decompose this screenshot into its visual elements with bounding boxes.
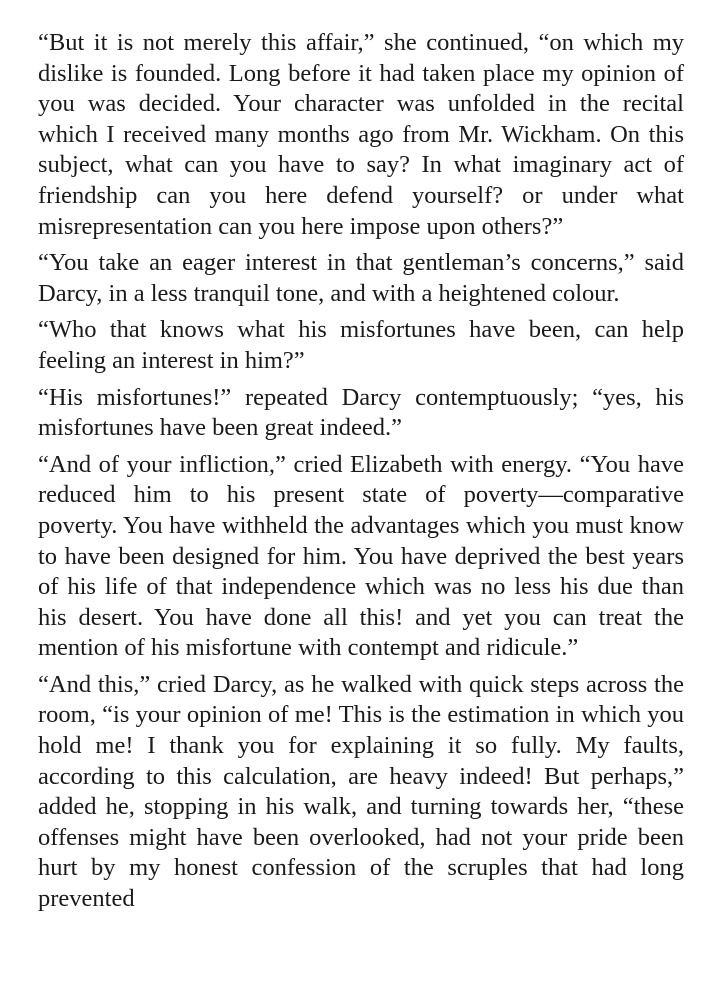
paragraph-5: “And of your infliction,” cried Elizabeth with energy. “You have reduced him to his present state of poverty—comparative poverty. You have withheld the advantages which you must know to have been designed for him. You have deprived the best years of his life of that independence which was no less his due than his desert. You have done all this! and yet you can treat the mention of his misfortune with contempt and ridicule.” [38,450,684,662]
paragraph-4: “His misfortunes!” repeated Darcy contemptuously; “yes, his misfortunes have been great indeed.” [38,383,684,442]
paragraph-1: “But it is not merely this affair,” she continued, “on which my dislike is founded. Long before it had taken place my opinion of you was decided. Your character was unfolded in the recital which I received many months ago from Mr. Wickham. On this subject, what can you have to say? In what imaginary act of friendship can you here defend yourself? or under what misrepresentation can you here impose upon others?” [38,29,684,240]
body-text [38,28,684,915]
paragraph-3: “Who that knows what his misfortunes have been, can help feeling an interest in him?” [38,316,684,374]
paragraph-2: “You take an eager interest in that gentleman’s concerns,” said Darcy, in a less tranquil tone, and with a heightened colour. [38,249,684,307]
paragraph-6: “And this,” cried Darcy, as he walked with quick steps across the room, “is your opinion of me! This is the estimation in which you hold me! I thank you for explaining it so fully. My faults, according to this calculation, are heavy indeed! But perhaps,” added he, stopping in his walk, and turning towards her, “these offenses might have been overlooked, had not your pride been hurt by my honest confession of the scruples that had long prevented [38,670,684,913]
